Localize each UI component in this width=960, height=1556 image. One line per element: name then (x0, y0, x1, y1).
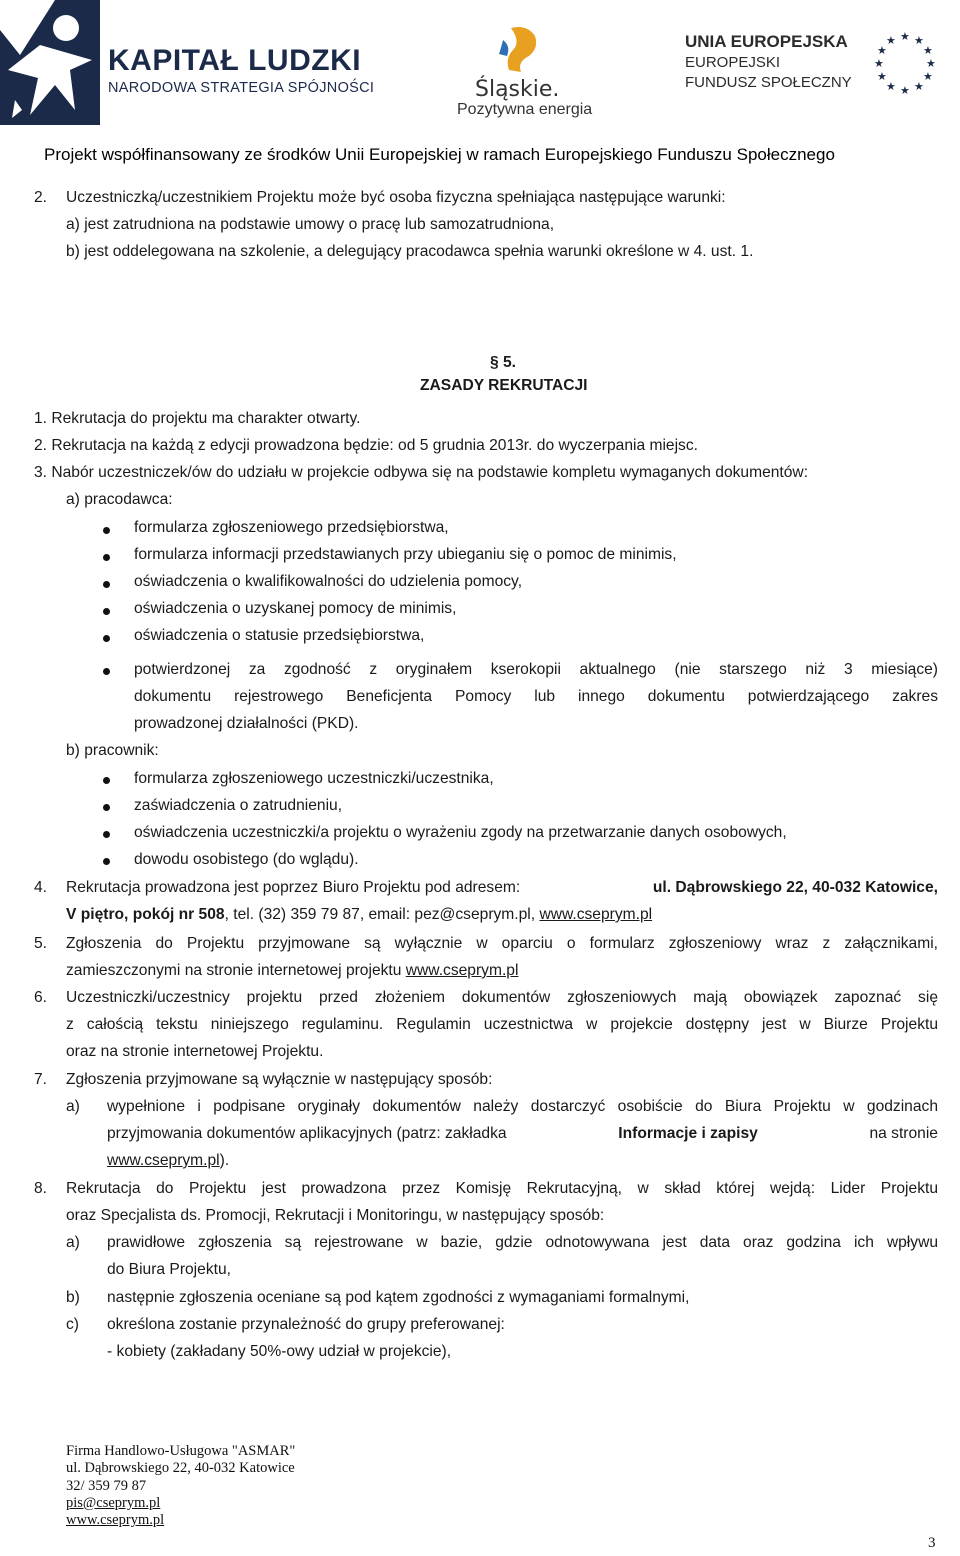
slaskie-name: Śląskie. (475, 77, 560, 102)
svg-text:★: ★ (914, 80, 924, 93)
s5-point7-num: 7. (34, 1071, 48, 1088)
svg-text:★: ★ (926, 57, 936, 70)
bullet-icon (103, 858, 110, 865)
s5-point4-contact: , tel. (32) 359 79 87, email: pez@cseprym.pl, (224, 906, 536, 923)
s5-point8-c-label: c) (66, 1316, 79, 1333)
section-title: ZASADY REKRUTACJI (420, 377, 588, 394)
kapital-ludzki-subtitle: NARODOWA STRATEGIA SPÓJNOŚCI (108, 80, 375, 96)
svg-text:★: ★ (877, 44, 887, 57)
s5-point6-line2: z całością tekstu niniejszego regulaminu. Regulamin uczestnictwa w projekcie dostępny jest w Biurze Projektu (66, 1016, 938, 1033)
info-tab-name: Informacje i zapisy (618, 1125, 758, 1142)
s5-point7-a-close: ). (219, 1152, 230, 1169)
s4-item2-b: b) jest oddelegowana na szkolenie, a delegujący pracodawca spełnia warunki określone w 4. ust. 1. (66, 243, 754, 260)
employer-item: formularza zgłoszeniowego przedsiębiorstwa, (134, 519, 449, 536)
section-symbol: § 5. (490, 354, 517, 371)
s5-point6-line3: oraz na stronie internetowej Projektu. (66, 1043, 324, 1060)
header-logos (0, 0, 960, 140)
s4-item2-a: a) jest zatrudniona na podstawie umowy o pracę lub samozatrudniona, (66, 216, 555, 233)
page-number: 3 (928, 1535, 936, 1551)
s5-point7-a-line2 (107, 1124, 938, 1144)
svg-text:★: ★ (874, 57, 884, 70)
bullet-icon (103, 804, 110, 811)
ue-line2: EUROPEJSKI (685, 54, 781, 71)
s5-point8-c: określona zostanie przynależność do grupy preferowanej: (107, 1316, 505, 1333)
s5-point7-a-pre: przyjmowania dokumentów aplikacyjnych (patrz: zakładka (107, 1125, 507, 1142)
s5-point4-intro: Rekrutacja prowadzona jest poprzez Biuro Projektu pod adresem: (66, 879, 521, 896)
s5-point3-b: b) pracownik: (66, 742, 159, 759)
footer-contact (66, 1443, 295, 1529)
slaskie-logo (455, 22, 595, 132)
kapital-ludzki-emblem-icon (0, 0, 100, 125)
s5-point7-a-label: a) (66, 1098, 80, 1115)
s5-point7-a-line1: wypełnione i podpisane oryginały dokumentów należy dostarczyć osobiście do Biura Projektu w godzinach (107, 1098, 938, 1115)
footer-website-link[interactable]: www.cseprym.pl (66, 1512, 165, 1529)
kapital-ludzki-title: KAPITAŁ LUDZKI (108, 44, 362, 77)
s5-point8-line2: oraz Specjalista ds. Promocji, Rekrutacji i Monitoringu, w następujący sposób: (66, 1207, 605, 1224)
slaskie-tagline: Pozytywna energia (457, 101, 593, 118)
bullet-icon (103, 831, 110, 838)
bullet-icon (103, 777, 110, 784)
s5-point5-line1: Zgłoszenia do Projektu przyjmowane są wyłącznie w oparciu o formularz zgłoszeniowy wraz z załącznikami, (66, 935, 938, 952)
svg-text:★: ★ (914, 34, 924, 47)
svg-text:★: ★ (900, 30, 910, 43)
s5-point5-text: zamieszczonymi na stronie internetowej projektu (66, 962, 402, 979)
footer-company: Firma Handlowo-Usługowa "ASMAR" (66, 1443, 296, 1459)
svg-text:★: ★ (877, 70, 887, 83)
footer-email-link[interactable]: pis@cseprym.pl (66, 1494, 161, 1511)
s5-point7-text: Zgłoszenia przyjmowane są wyłącznie w następujący sposób: (66, 1071, 493, 1088)
employer-item-last-l2: dokumentu rejestrowego Beneficjenta Pomocy lub innego dokumentu potwierdzającego zakres (134, 688, 938, 705)
bullet-icon (103, 554, 110, 561)
project-website-link[interactable]: www.cseprym.pl (405, 962, 519, 979)
eu-stars-flag-icon (865, 30, 945, 96)
bullet-icon (103, 608, 110, 615)
employee-item: dowodu osobistego (do wglądu). (134, 851, 359, 868)
bullet-icon (103, 635, 110, 642)
s5-point8-line1: Rekrutacja do Projektu jest prowadzona przez Komisję Rekrutacyjną, w skład której wejdą: Lider Projektu (66, 1180, 938, 1197)
s5-point2: 2. Rekrutacja na każdą z edycji prowadzona będzie: od 5 grudnia 2013r. do wyczerpania miejsc. (34, 437, 698, 454)
s5-point8-a-line2: do Biura Projektu, (107, 1261, 231, 1278)
s5-point8-b-label: b) (66, 1289, 80, 1306)
ue-efs-logo (685, 30, 960, 100)
slaskie-emblem-icon (455, 22, 595, 78)
svg-text:★: ★ (886, 80, 896, 93)
footer-address: ul. Dąbrowskiego 22, 40-032 Katowice (66, 1460, 295, 1477)
s4-item2-text: Uczestniczką/uczestnikiem Projektu może być osoba fizyczna spełniająca następujące warunki: (66, 189, 726, 206)
s5-point5-num: 5. (34, 935, 48, 952)
ue-line3: FUNDUSZ SPOŁECZNY (685, 74, 852, 91)
s5-point4-line2 (66, 905, 652, 925)
s5-point8-b: następnie zgłoszenia oceniane są pod kątem zgodności z wymaganiami formalnymi, (107, 1289, 690, 1306)
employer-item: oświadczenia o uzyskanej pomocy de minimis, (134, 600, 457, 617)
s5-point6-line1: Uczestniczki/uczestnicy projektu przed złożeniem dokumentów zgłoszeniowych mają obowiązek zapoznać się (66, 989, 938, 1006)
s5-point7-a-post: na stronie (869, 1125, 938, 1142)
employer-item: oświadczenia o statusie przedsiębiorstwa, (134, 627, 425, 644)
bullet-icon (103, 527, 110, 534)
s5-point7-a-line3 (107, 1151, 229, 1171)
s5-point8-num: 8. (34, 1180, 48, 1197)
s5-point8-c-dash: - kobiety (zakładany 50%-owy udział w projekcie), (107, 1343, 452, 1360)
s5-point4-num: 4. (34, 879, 48, 896)
s4-item2-num: 2. (34, 189, 48, 206)
s5-point5-line2 (66, 961, 518, 981)
s5-point3: 3. Nabór uczestniczek/ów do udziału w projekcie odbywa się na podstawie kompletu wymaganych dokumentów: (34, 464, 809, 481)
employee-item: zaświadczenia o zatrudnieniu, (134, 797, 343, 814)
cofinancing-note: Projekt współfinansowany ze środków Unii Europejskiej w ramach Europejskiego Funduszu Społecznego (44, 145, 835, 164)
s5-point4-line1 (66, 878, 938, 898)
svg-text:★: ★ (923, 44, 933, 57)
ue-line1: UNIA EUROPEJSKA (685, 32, 848, 51)
employer-item-last-l3: prowadzonej działalności (PKD). (134, 715, 359, 732)
employer-item: oświadczenia o kwalifikowalności do udzielenia pomocy, (134, 573, 523, 590)
kapital-ludzki-logo (0, 0, 380, 125)
svg-text:★: ★ (900, 84, 910, 96)
s5-point6-num: 6. (34, 989, 48, 1006)
employee-item: formularza zgłoszeniowego uczestniczki/uczestnika, (134, 770, 494, 787)
s5-point4-room: V piętro, pokój nr 508 (66, 906, 225, 923)
s5-point8-a-line1: prawidłowe zgłoszenia są rejestrowane w bazie, gdzie odnotowywana jest data oraz godzina ich wpływu (107, 1234, 938, 1251)
employer-item: formularza informacji przedstawianych przy ubieganiu się o pomoc de minimis, (134, 546, 677, 563)
bullet-icon (103, 668, 110, 675)
project-website-link[interactable]: www.cseprym.pl (539, 906, 653, 923)
s5-point3-a: a) pracodawca: (66, 491, 173, 508)
bullet-icon (103, 581, 110, 588)
project-website-link[interactable]: www.cseprym.pl (107, 1152, 220, 1169)
s5-point1: 1. Rekrutacja do projektu ma charakter otwarty. (34, 410, 361, 427)
svg-text:★: ★ (923, 70, 933, 83)
svg-text:★: ★ (886, 34, 896, 47)
s5-point8-a-label: a) (66, 1234, 80, 1251)
employer-item-last-l1: potwierdzonej za zgodność z oryginałem kserokopii aktualnego (nie starszego niż 3 miesiące) (134, 661, 938, 678)
employee-item: oświadczenia uczestniczki/a projektu o wyrażeniu zgody na przetwarzanie danych osobowych, (134, 824, 787, 841)
s5-point4-address: ul. Dąbrowskiego 22, 40-032 Katowice, (652, 879, 938, 896)
footer-phone: 32/ 359 79 87 (66, 1477, 147, 1494)
